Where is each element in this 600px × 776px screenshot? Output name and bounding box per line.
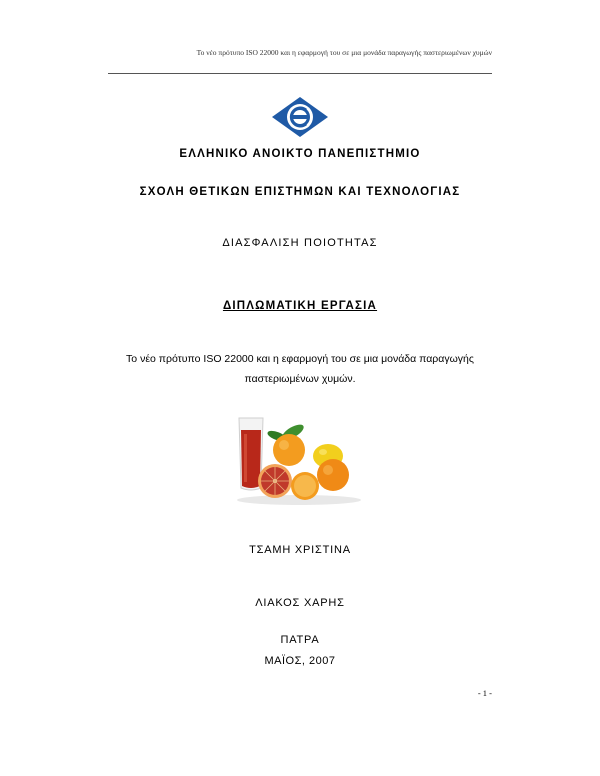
- supervisor-name: ΛΙΑΚΟΣ ΧΑΡΗΣ: [255, 597, 345, 609]
- document-type: ΔΙΠΛΩΜΑΤΙΚΗ ΕΡΓΑΣΙΑ: [222, 300, 378, 312]
- date: ΜΑΪΟΣ, 2007: [264, 655, 336, 667]
- thesis-title-line-1: Το νέο πρότυπο ISO 22000 και η εφαρμογή του σε μια μονάδα παραγωγής: [126, 353, 474, 365]
- thesis-title-line-2: παστεριωμένων χυμών.: [244, 373, 356, 385]
- school-name: ΣΧΟΛΗ ΘΕΤΙΚΩΝ ΕΠΙΣΤΗΜΩΝ ΚΑΙ ΤΕΧΝΟΛΟΓΙΑΣ: [139, 186, 461, 198]
- university-name: ΕΛΛΗΝΙΚΟ ΑΝΟΙΚΤΟ ΠΑΝΕΠΙΣΤΗΜΙΟ: [179, 148, 421, 160]
- header-rule: [108, 73, 492, 74]
- orange-juice-photo: [233, 414, 365, 506]
- program-name: ΔΙΑΣΦΑΛΙΣΗ ΠΟΙΟΤΗΤΑΣ: [222, 237, 378, 249]
- city: ΠΑΤΡΑ: [280, 634, 320, 646]
- university-logo-icon: [271, 96, 329, 138]
- author-name: ΤΣΑΜΗ ΧΡΙΣΤΙΝΑ: [249, 544, 351, 556]
- page-number: - 1 -: [477, 688, 492, 698]
- running-header: Το νέο πρότυπο ISO 22000 και η εφαρμογή του σε μια μονάδα παραγωγής παστεριωμένων χυμών: [196, 48, 492, 57]
